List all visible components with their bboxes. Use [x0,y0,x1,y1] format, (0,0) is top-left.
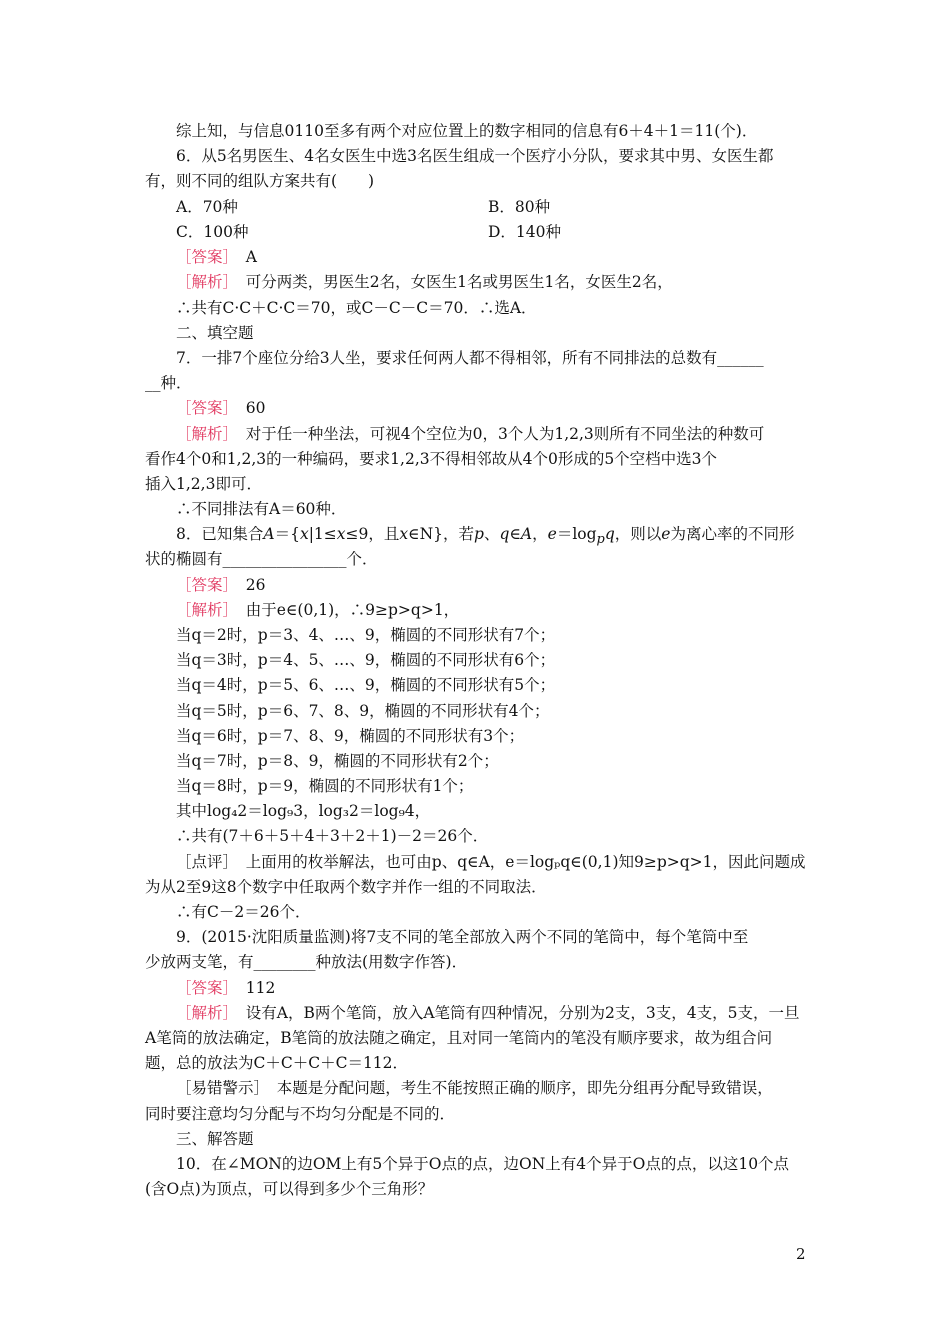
question-8-text: 为离心率的不同形 [670,525,795,543]
question-8-line-2: 状的椭圆有________________个． [145,550,378,568]
text-line: A笔筒的放法确定，B笔筒的放法随之确定，且对同一笔筒内的笔没有顺序要求，故为组合问 [145,1029,773,1047]
analysis-tag: ［解析］ [176,273,231,291]
analysis-line [176,424,764,444]
question-6-line-1: 6．从5名男医生、4名女医生中选3名医生组成一个医疗小分队，要求其中男、女医生都 [176,147,774,165]
comment-tag: ［点评］ [176,853,231,871]
analysis-line [176,272,673,292]
option-c: C．100种 [176,223,249,241]
question-8-text: ≤9，且 [345,525,400,543]
question-8-symbol: A [520,525,533,543]
question-8-text: ＝{ [274,525,300,543]
question-8-text: 、 [483,525,500,543]
answer-line [176,978,275,998]
question-8-symbol: q [604,525,615,543]
answer-line [176,247,257,267]
answer-tag: ［答案］ [176,576,231,594]
case-line: 当q＝5时，p＝6、7、8、9，椭圆的不同形状有4个； [176,702,550,720]
page-number: 2 [796,1245,806,1263]
text-line: 综上知，与信息0110至多有两个对应位置上的数字相同的信息有6＋4＋1＝11(个)． [176,122,758,140]
section-heading: 二、填空题 [176,324,254,342]
analysis-text: 设有A，B两个笔筒，放入A笔筒有四种情况，分别为2支，3支，4支，5支，一旦 [230,1004,800,1022]
analysis-line [176,1003,800,1023]
comment-text: 上面用的枚举解法，也可由p、q∈A，e＝logₚq∈(0,1)知9≥p>q>1，因此问题成 [230,853,806,871]
question-8-symbol: e [547,525,557,543]
question-7-line-1: 7．一排7个座位分给3人坐，要求任何两人都不得相邻，所有不同排法的总数有______ [176,349,764,367]
answer-tag: ［答案］ [176,979,231,997]
warning-line [176,1078,773,1098]
question-6-line-2: 有，则不同的组队方案共有( ) [145,172,375,190]
text-line: ∴共有C·C＋C·C＝70，或C－C－C＝70．∴选A． [176,299,537,317]
answer-text: 26 [230,576,266,594]
question-8-text: 8．已知集合 [176,525,264,543]
text-line: 插入1,2,3即可． [145,475,262,493]
option-a: A．70种 [176,198,238,216]
analysis-text: 可分两类，男医生2名，女医生1名或男医生1名，女医生2名， [230,273,673,291]
analysis-line [176,600,459,620]
question-8-text: ， [532,525,548,543]
case-line: 当q＝7时，p＝8、9，椭圆的不同形状有2个； [176,752,499,770]
question-8-symbol: p [474,525,484,543]
text-line: ∴不同排法有A＝60种． [176,500,347,518]
case-line: 当q＝8时，p＝9，椭圆的不同形状有1个； [176,777,474,795]
question-9-line-1: 9．(2015·沈阳质量监测)将7支不同的笔全部放入两个不同的笔筒中，每个笔筒中至 [176,928,749,946]
warning-text: 本题是分配问题，考生不能按照正确的顺序，即先分组再分配导致错误， [261,1079,773,1097]
text-line: 看作4个0和1,2,3的一种编码，要求1,2,3不得相邻故从4个0形成的5个空档中选3个 [145,450,718,468]
answer-text: 60 [230,399,266,417]
answer-line [176,398,266,418]
question-10-line-2: (含O点)为顶点，可以得到多少个三角形？ [145,1180,434,1198]
analysis-tag: ［解析］ [176,1004,231,1022]
case-line: 当q＝6时，p＝7、8、9，椭圆的不同形状有3个； [176,727,525,745]
question-8-text: ＝log [556,525,597,543]
question-8-symbol: x [399,525,409,543]
question-8-text: ∈N}，若 [408,525,475,543]
case-line: 当q＝4时，p＝5、6、…、9，椭圆的不同形状有5个； [176,676,556,694]
text-line: ∴共有(7＋6＋5＋4＋3＋2＋1)－2＝26个． [176,827,489,845]
analysis-tag: ［解析］ [176,425,231,443]
question-8-text: ，则以 [614,525,662,543]
text-line: 其中log₄2＝log₉3，log₃2＝log₉4， [176,802,431,820]
answer-tag: ［答案］ [176,399,231,417]
question-8-symbol: x [336,525,346,543]
question-10-line-1: 10．在∠MON的边OM上有5个异于O点的点，边ON上有4个异于O点的点，以这10个点 [176,1155,790,1173]
text-line: ∴有C－2＝26个． [176,903,311,921]
case-line: 当q＝3时，p＝4、5、…、9，椭圆的不同形状有6个； [176,651,556,669]
question-8-text: |1≤ [308,525,337,543]
question-8-symbol: q [499,525,510,543]
warning-tag: ［易错警示］ [176,1079,262,1097]
option-b: B．80种 [488,198,551,216]
question-7-line-2: __种． [145,374,192,392]
analysis-tag: ［解析］ [176,601,231,619]
section-heading: 三、解答题 [176,1130,254,1148]
question-8-symbol: e [661,525,671,543]
question-8-text: ∈ [509,525,521,543]
answer-line [176,575,266,595]
answer-text: 112 [230,979,276,997]
question-8-symbol: A [263,525,275,543]
analysis-text: 由于e∈(0,1)，∴9≥p>q>1， [230,601,460,619]
question-9-line-2: 少放两支笔，有________种放法(用数字作答)． [145,953,468,971]
analysis-text: 对于任一种坐法，可视4个空位为0，3个人为1,2,3则所有不同坐法的种数可 [230,425,765,443]
question-8-subscript: p [596,532,605,548]
case-line: 当q＝2时，p＝3、4、…、9，椭圆的不同形状有7个； [176,626,556,644]
text-line: 为从2至9这8个数字中任取两个数字并作一组的不同取法． [145,878,547,896]
comment-line [176,852,806,872]
option-d: D．140种 [488,223,562,241]
question-8-symbol: x [299,525,309,543]
text-line: 题，总的放法为C＋C＋C＋C＝112． [145,1054,409,1072]
question-8-line-1 [176,524,794,550]
answer-text: A [230,248,257,266]
text-line: 同时要注意均匀分配与不均匀分配是不同的． [145,1105,456,1123]
answer-tag: ［答案］ [176,248,231,266]
